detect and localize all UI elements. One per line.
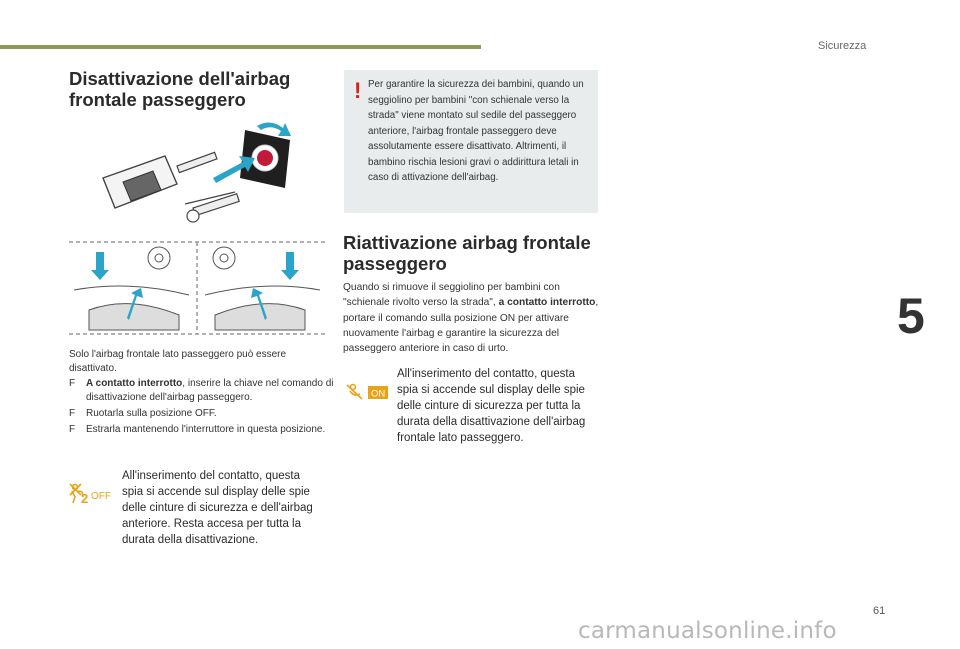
key-fob-icon bbox=[103, 152, 239, 222]
step-bold: A contatto interrotto bbox=[86, 378, 183, 389]
svg-text:ON: ON bbox=[371, 388, 386, 400]
reactivate-pre: Quando si rimuove il seggiolino per bambini con "schienale rivolto verso la strada", bbox=[343, 282, 560, 309]
section-label: Sicurezza bbox=[818, 40, 867, 52]
bullet: F bbox=[69, 424, 76, 435]
deactivation-title: Disattivazione dell'airbag frontale passeggero bbox=[69, 68, 291, 110]
bullet: F bbox=[69, 408, 76, 419]
airbag-off-warning-icon bbox=[69, 483, 115, 505]
dashboard-illustration bbox=[69, 240, 325, 336]
svg-text:2: 2 bbox=[81, 491, 89, 505]
step-text: Estrarla mantenendo l'interruttore in questa posizione. bbox=[86, 424, 326, 435]
on-lamp-description: All'inserimento del contatto, questa spia si accende sul display delle spie delle cinture di sicurezza per tutta la durata della disattivazione dell'airbag frontale lato passeggero. bbox=[397, 368, 586, 444]
watermark: carmanualsonline.info bbox=[578, 618, 837, 644]
warning-icon: ! bbox=[354, 78, 362, 103]
bullet: F bbox=[69, 378, 76, 389]
key-switch-illustration bbox=[95, 118, 305, 238]
warning-box bbox=[344, 70, 598, 213]
svg-text:OFF: OFF bbox=[91, 491, 111, 502]
list-item bbox=[69, 377, 334, 405]
reactivate-bold: a contatto interrotto bbox=[498, 297, 596, 309]
reactivation-title: Riattivazione airbag frontale passeggero bbox=[343, 232, 591, 274]
off-lamp-description: All'inserimento del contatto, questa spia si accende sul display delle spie delle cinture di sicurezza e dell'airbag anteriore. Resta accesa per tutta la durata della disattivazione. bbox=[122, 470, 313, 546]
intro-paragraph: Solo l'airbag frontale lato passeggero può essere disattivato. bbox=[69, 349, 287, 374]
reactivate-post: , portare il comando sulla posizione ON per attivare nuovamente l'airbag e garantire la sicurezza del passeggero anteriore in caso di urto. bbox=[343, 297, 599, 355]
list-item bbox=[69, 407, 334, 421]
list-item bbox=[69, 423, 334, 437]
page-number: 61 bbox=[873, 605, 886, 617]
warning-text: Per garantire la sicurezza dei bambini, quando un seggiolino per bambini "con schienale verso la strada" viene montato sul sedile del passeggero anteriore, l'airbag frontale passeggero deve assolutamente essere disattivato. Altrimenti, il bambino rischia lesioni gravi o addirittura letali in caso di attivazione dell'airbag. bbox=[368, 79, 584, 183]
step-text: Ruotarla sulla posizione OFF. bbox=[86, 408, 217, 419]
chapter-number: 5 bbox=[897, 288, 925, 344]
instruction-list bbox=[69, 377, 334, 439]
airbag-on-warning-icon bbox=[344, 381, 390, 403]
reactivation-paragraph bbox=[343, 280, 605, 356]
header-accent-bar bbox=[0, 45, 481, 49]
step-text: , inserire la chiave nel comando di disattivazione dell'airbag passeggero. bbox=[86, 378, 334, 403]
